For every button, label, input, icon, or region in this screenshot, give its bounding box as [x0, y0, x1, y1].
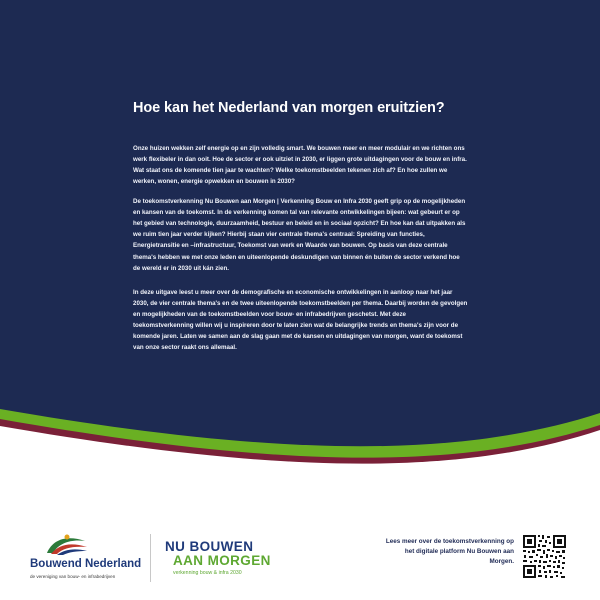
nu-bouwen-aan-morgen-logo[interactable] [165, 540, 271, 576]
bouwend-nederland-mark-icon [45, 533, 89, 557]
nbam-subtitle: verkenning bouw & infra 2030 [173, 570, 242, 576]
bouwend-nederland-tagline: de vereniging van bouw- en infrabedrijven [30, 574, 116, 579]
article-content [133, 100, 468, 362]
page-title: Hoe kan het Nederland van morgen eruitzien? [133, 100, 445, 116]
qr-code-icon[interactable] [522, 534, 567, 579]
bouwend-nederland-name: Bouwend Nederland [30, 558, 142, 570]
nbam-line-1: NU BOUWEN [165, 539, 254, 554]
intro-paragraph: Onze huizen wekken zelf energie op en zijn volledig smart. We bouwen meer en meer modulair en we richten ons werk flexibeler in dan ooit. Hoe de sector er ook uitziet in 2030, er liggen grote uitdagingen voor de bouw en infra. Wat staat ons de komende tien jaar te wachten? Welke toekomstbeelden tekenen zich af? En hoe zullen we werken, wonen, energie opwekken en bouwen in 2030? [133, 144, 467, 185]
body-paragraph-2: De toekomstverkenning Nu Bouwen aan Morgen | Verkenning Bouw en Infra 2030 geeft grip op de mogelijkheden en kansen van de toekomst. In de verkenning komen tal van relevante ontwikkelingen bijeen: wat gebeurt er op het gebied van technologie, duurzaamheid, bestuur en beleid en in sociaal opzicht? En hoe kan dat uitpakken als we ruim tien jaar verder kijken? Hierbij staan vier centrale thema's centraal: Spreiding van functies, Energietransitie en –infrastructuur, Toekomst van werk en Waarde van bouwen. Op basis van deze centrale thema's hebben we met onze leden en uiteenlopende deskundigen van binnen én buiten de sector verkend hoe de wereld er in 2030 uit kán zien. [133, 198, 466, 272]
body-paragraph-3: In deze uitgave leest u meer over de demografische en economische ontwikkelingen in aanloop naar het jaar 2030, de vier centrale thema's en de twee uiteenlopende toekomstbeelden per thema. Daarbij worden de gevolgen en mogelijkheden van de toekomstbeelden voor bouw- en infrabedrijven geschetst. Met deze toekomstverkenning willen wij u inspireren door te laten zien wat de belangrijke trends en thema's zijn voor de komende jaren. Laten we samen aan de slag gaan met de kansen en uitdagingen van morgen, want de toekomst van onze sector raakt ons allemaal. [133, 288, 468, 352]
platform-cta-text: Lees meer over de toekomstverkenning op het digitale platform Nu Bouwen aan Morgen. [385, 538, 514, 565]
nbam-line-2: AAN MORGEN [173, 553, 271, 568]
bouwend-nederland-logo[interactable] [30, 533, 146, 585]
footer-divider [150, 534, 151, 582]
